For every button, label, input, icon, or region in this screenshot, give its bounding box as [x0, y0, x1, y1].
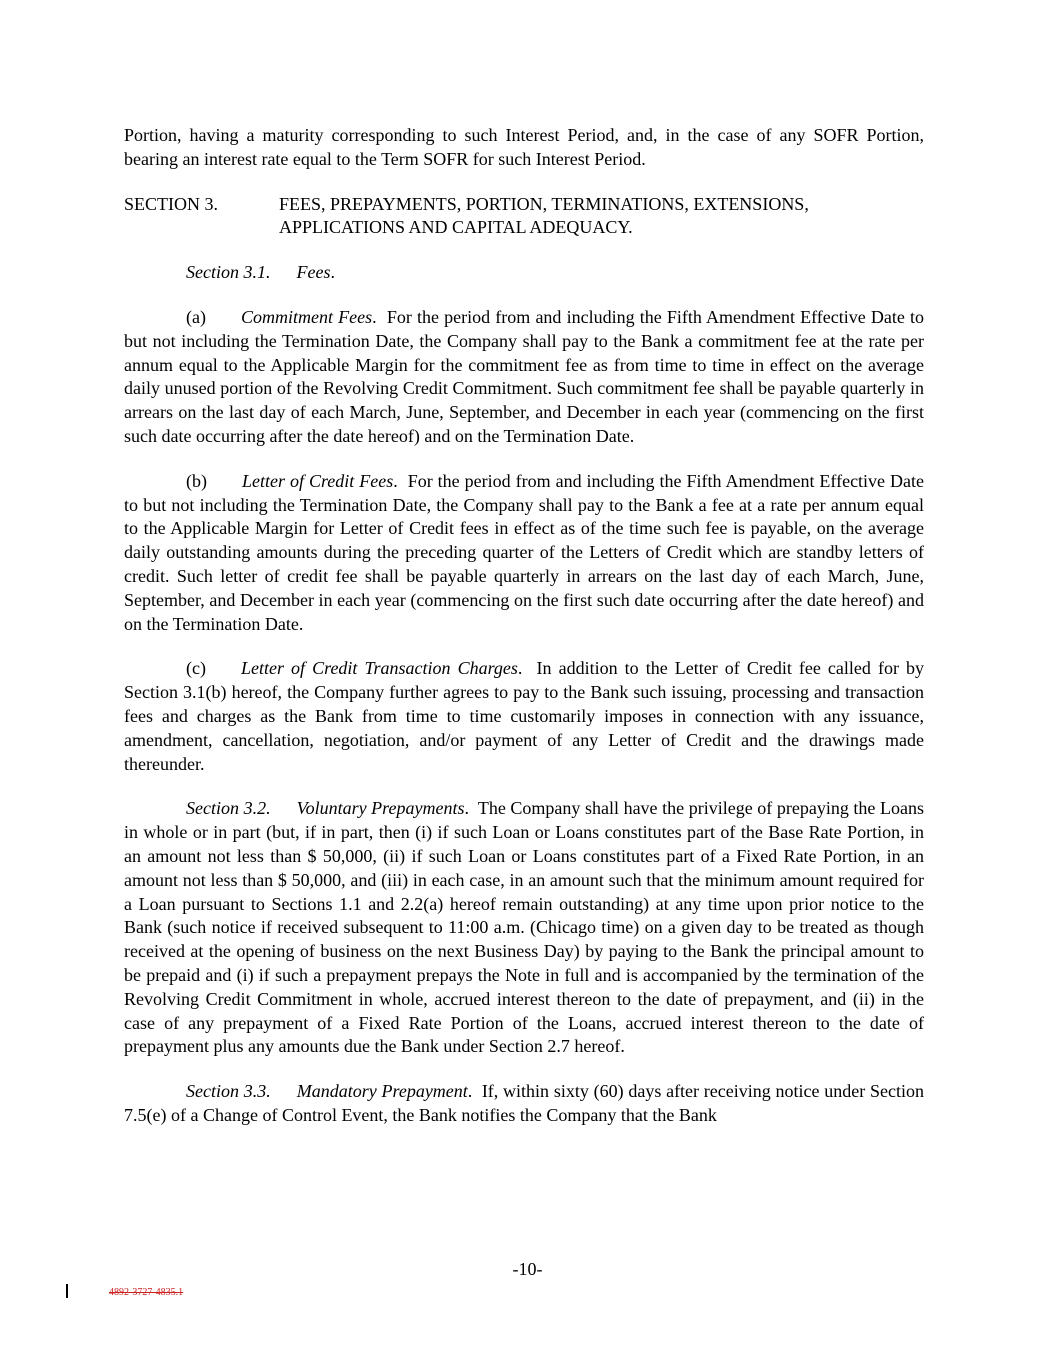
section-3-2-label: Section 3.2.: [186, 798, 271, 819]
paragraph-a-letter: (a): [186, 306, 206, 327]
paragraph-c: (c) Letter of Credit Transaction Charges. In addition to the Letter of Credit fee called for by Section 3.1(b) hereof, the Company further agrees to pay to the Bank such issuing, processing and transaction fees and charges as the Bank from time to time customarily imposes in connection with any issuance, amendment, cancellation, negotiation, and/or payment of any Letter of Credit and the drawings made thereunder.: [124, 658, 925, 774]
section-3-2-title: Voluntary Prepayments: [296, 798, 465, 819]
paragraph-a: (a) Commitment Fees. For the period from and including the Fifth Amendment Effective Date to but not including the Termination Date, the Company shall pay to the Bank a commitment fee at the rate per annum equal to the Applicable Margin for the commitment fee as from time to time in effect on the average daily unused portion of the Revolving Credit Commitment. Such commitment fee shall be payable quarterly in arrears on the last day of each March, June, September, and December in each year (commencing on the first such date occurring after the date hereof) and on the Termination Date.: [124, 306, 925, 446]
section-title: FEES, PREPAYMENTS, PORTION, TERMINATIONS, EXTENSIONS, APPLICATIONS AND CAPITAL ADEQUACY.: [279, 193, 809, 238]
paragraph-c-text: In addition to the Letter of Credit fee called for by Section 3.1(b) hereof, the Company further agrees to pay to the Bank such issuing, processing and transaction fees and charges as the Bank from time to time customarily imposes in connection with any issuance, amendment, cancellation, negotiation, and/or payment of any Letter of Credit and the drawings made thereunder.: [124, 658, 925, 774]
paragraph-c-letter: (c): [186, 658, 206, 679]
section-3-1-punct: .: [330, 262, 335, 283]
document-id: 4892-3727-4835.1: [109, 1287, 184, 1298]
section-number: SECTION 3.: [124, 193, 218, 214]
paragraph-b-letter: (b): [186, 470, 207, 491]
document-body: [124, 124, 924, 1149]
section-3-heading: [124, 193, 924, 241]
section-3-1-heading: [124, 261, 924, 285]
intro-paragraph: Portion, having a maturity corresponding to such Interest Period, and, in the case of any SOFR Portion, bearing an interest rate equal to the Term SOFR for such Interest Period.: [124, 125, 924, 169]
paragraph-b-title: Letter of Credit Fees: [242, 470, 394, 491]
change-bar: [66, 1284, 68, 1298]
paragraph-c-title: Letter of Credit Transaction Charges: [240, 658, 518, 679]
section-3-3: Section 3.3. Mandatory Prepayment. If, within sixty (60) days after receiving notice under Section 7.5(e) of a Change of Control Event, the Bank notifies the Company that the Bank: [124, 1081, 924, 1125]
paragraph-a-title: Commitment Fees: [240, 306, 373, 327]
paragraph-b: (b) Letter of Credit Fees. For the period from and including the Fifth Amendment Effective Date to but not including the Termination Date, the Company shall pay to the Bank a fee at a rate per annum equal to the Applicable Margin for Letter of Credit fees in effect as of the time such fee is payable, on the average daily outstanding amounts during the preceding quarter of the Letters of Credit which are standby letters of credit. Such letter of credit fee shall be payable quarterly in arrears on the last day of each March, June, September, and December in each year (commencing on the first such date occurring after the date hereof) and on the Termination Date.: [124, 470, 925, 634]
section-3-1-label: Section 3.1.: [186, 262, 271, 283]
section-3-2-text: The Company shall have the privilege of prepaying the Loans in whole or in part (but, if in part, then (i) if such Loan or Loans constitutes part of the Base Rate Portion, in an amount not less than $ 50,000, (ii) if such Loan or Loans constitutes part of a Fixed Rate Portion, in an amount not less than $ 50,000, and (iii) in each case, in an amount such that the minimum amount required for a Loan pursuant to Sections 1.1 and 2.2(a) hereof remain outstanding) at any time upon prior notice to the Bank (such notice if received subsequent to 11:00 a.m. (Chicago time) on a given day to be treated as though received at the opening of business on the next Business Day) by paying to the Bank the principal amount to be prepaid and (i) if such a prepayment prepays the Note in full and is accompanied by the termination of the Revolving Credit Commitment in whole, accrued interest thereon to the date of prepayment, and (ii) in the case of any prepayment of a Fixed Rate Portion of the Loans, accrued interest thereon to the date of prepayment plus any amounts due the Bank under Section 2.7 hereof.: [124, 798, 924, 1057]
section-3-3-text: If, within sixty (60) days after receiving notice under Section 7.5(e) of a Change of Control Event, the Bank notifies the Company that the Bank: [124, 1081, 924, 1125]
paragraph-a-text: For the period from and including the Fifth Amendment Effective Date to but not including the Termination Date, the Company shall pay to the Bank a commitment fee at the rate per annum equal to the Applicable Margin for the commitment fee as from time to time in effect on the average daily unused portion of the Revolving Credit Commitment. Such commitment fee shall be payable quarterly in arrears on the last day of each March, June, September, and December in each year (commencing on the first such date occurring after the date hereof) and on the Termination Date.: [124, 306, 925, 446]
section-3-3-label: Section 3.3.: [186, 1081, 271, 1102]
page-number: -10-: [512, 1259, 543, 1279]
section-3-2: Section 3.2. Voluntary Prepayments. The Company shall have the privilege of prepaying the Loans in whole or in part (but, if in part, then (i) if such Loan or Loans constitutes part of the Base Rate Portion, in an amount not less than $ 50,000, (ii) if such Loan or Loans constitutes part of a Fixed Rate Portion, in an amount not less than $ 50,000, and (iii) in each case, in an amount such that the minimum amount required for a Loan pursuant to Sections 1.1 and 2.2(a) hereof remain outstanding) at any time upon prior notice to the Bank (such notice if received subsequent to 11:00 a.m. (Chicago time) on a given day to be treated as though received at the opening of business on the next Business Day) by paying to the Bank the principal amount to be prepaid and (i) if such a prepayment prepays the Note in full and is accompanied by the termination of the Revolving Credit Commitment in whole, accrued interest thereon to the date of prepayment, and (ii) in the case of any prepayment of a Fixed Rate Portion of the Loans, accrued interest thereon to the date of prepayment plus any amounts due the Bank under Section 2.7 hereof.: [124, 798, 924, 1057]
section-3-1-title: Fees: [296, 262, 331, 283]
section-3-3-title: Mandatory Prepayment: [296, 1081, 468, 1102]
paragraph-b-text: For the period from and including the Fifth Amendment Effective Date to but not including the Termination Date, the Company shall pay to the Bank a fee at a rate per annum equal to the Applicable Margin for Letter of Credit fees in effect as of the time such fee is payable, on the average daily outstanding amounts during the preceding quarter of the Letters of Credit which are standby letters of credit. Such letter of credit fee shall be payable quarterly in arrears on the last day of each March, June, September, and December in each year (commencing on the first such date occurring after the date hereof) and on the Termination Date.: [124, 470, 925, 634]
